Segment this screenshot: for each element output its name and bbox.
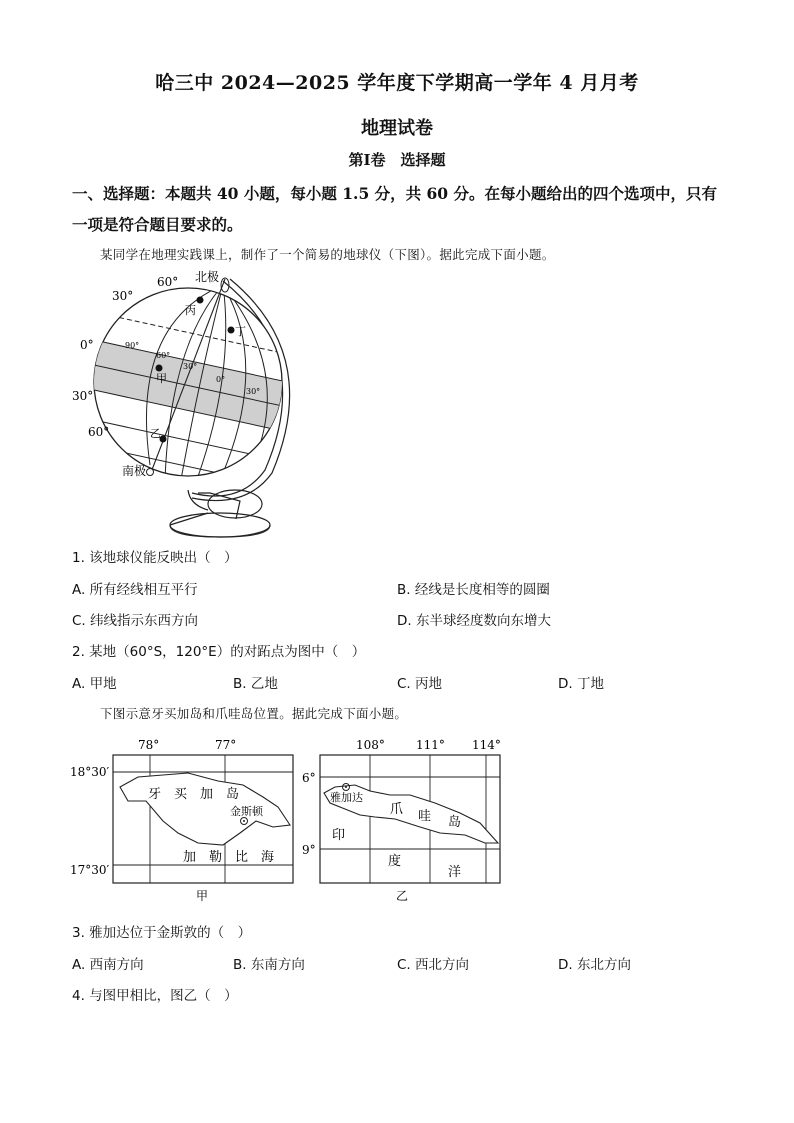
question-3-stem: 3. 雅加达位于金斯敦的（ ）: [72, 925, 252, 941]
island-char: 爪: [390, 802, 404, 817]
section2-intro: 下图示意牙买加岛和爪哇岛位置。据此完成下面小题。: [100, 706, 408, 721]
point-ding-label: 丁: [235, 325, 246, 338]
q2-option-d[interactable]: D. 丁地: [558, 676, 604, 692]
sea-name: 加 勒 比 海: [183, 850, 275, 865]
map-caption: 乙: [396, 889, 409, 903]
question-2-stem: 2. 某地（60°S，120°E）的对跖点为图中（ ）: [72, 644, 366, 660]
question-1-stem: 1. 该地球仪能反映出（ ）: [72, 550, 238, 566]
lon-label: 77°: [215, 738, 237, 752]
q1-option-b[interactable]: B. 经线是长度相等的圆圈: [397, 582, 550, 598]
lon-label: 78°: [138, 738, 160, 752]
lat-label: 60°: [157, 275, 179, 289]
point-bing-dot: [197, 297, 204, 304]
q2-option-c[interactable]: C. 丙地: [397, 676, 443, 692]
point-ding-dot: [228, 327, 235, 334]
map-java: [300, 735, 510, 905]
lat-label: 30°: [72, 389, 94, 403]
lat-label: 9°: [302, 843, 316, 857]
map-jamaica: [68, 735, 303, 905]
question-4-stem: 4. 与图甲相比，图乙（ ）: [72, 988, 238, 1004]
island-name: 牙 买 加 岛: [148, 787, 240, 802]
q1-option-c[interactable]: C. 纬线指示东西方向: [72, 613, 199, 629]
south-pole-dot: [147, 469, 154, 476]
lat-label: 17°30′: [70, 863, 110, 877]
lon-label: 30°: [183, 362, 198, 371]
south-pole-label: 南极: [122, 464, 147, 478]
lat-label: 30°: [112, 289, 134, 303]
section-instructions: 一、选择题：本题共 40 小题，每小题 1.5 分，共 60 分。在每小题给出的四个选项中，只有一项是符合题目要求的。: [72, 184, 717, 234]
lon-label: 108°: [356, 738, 385, 752]
q3-option-a[interactable]: A. 西南方向: [72, 957, 144, 973]
lon-label: 0°: [216, 375, 226, 384]
city-jakarta: 雅加达: [330, 791, 363, 804]
lon-label: 60°: [156, 351, 171, 360]
q1-option-d[interactable]: D. 东半球经度数向东增大: [397, 613, 551, 629]
point-yi-label: 乙: [150, 427, 161, 440]
q2-option-a[interactable]: A. 甲地: [72, 676, 117, 692]
section1-intro: 某同学在地理实践课上，制作了一个简易的地球仪（下图）。据此完成下面小题。: [100, 247, 555, 262]
map-caption: 甲: [196, 889, 209, 903]
north-pole-label: 北极: [195, 270, 220, 284]
q3-option-d[interactable]: D. 东北方向: [558, 957, 631, 973]
q2-option-b[interactable]: B. 乙地: [233, 676, 278, 692]
point-jia-dot: [156, 365, 163, 372]
ocean-char: 洋: [448, 865, 462, 880]
ocean-char: 度: [388, 854, 402, 869]
q3-option-c[interactable]: C. 西北方向: [397, 957, 470, 973]
lon-label: 90°: [125, 341, 140, 350]
lon-label: 30°: [246, 387, 261, 396]
q1-option-a[interactable]: A. 所有经线相互平行: [72, 582, 198, 598]
city-kingston: 金斯顿: [230, 805, 263, 818]
part-heading: 第Ⅰ卷 选择题: [348, 151, 446, 169]
lat-label: 60°: [88, 425, 110, 439]
exam-title: 哈三中 2024—2025 学年度下学期高一学年 4 月月考: [155, 72, 639, 94]
globe-figure: [70, 265, 320, 540]
point-jia-label: 甲: [156, 372, 167, 385]
lon-label: 114°: [472, 738, 501, 752]
lat-label: 6°: [302, 771, 316, 785]
globe-stand: [170, 490, 270, 537]
lat-label: 0°: [80, 338, 94, 352]
lat-label: 18°30′: [70, 765, 110, 779]
lon-label: 111°: [416, 738, 445, 752]
ocean-char: 印: [332, 828, 346, 843]
island-char: 哇: [418, 809, 432, 824]
point-bing-label: 丙: [185, 304, 196, 317]
exam-subject: 地理试卷: [361, 118, 433, 139]
island-char: 岛: [448, 815, 462, 830]
q3-option-b[interactable]: B. 东南方向: [233, 957, 305, 973]
